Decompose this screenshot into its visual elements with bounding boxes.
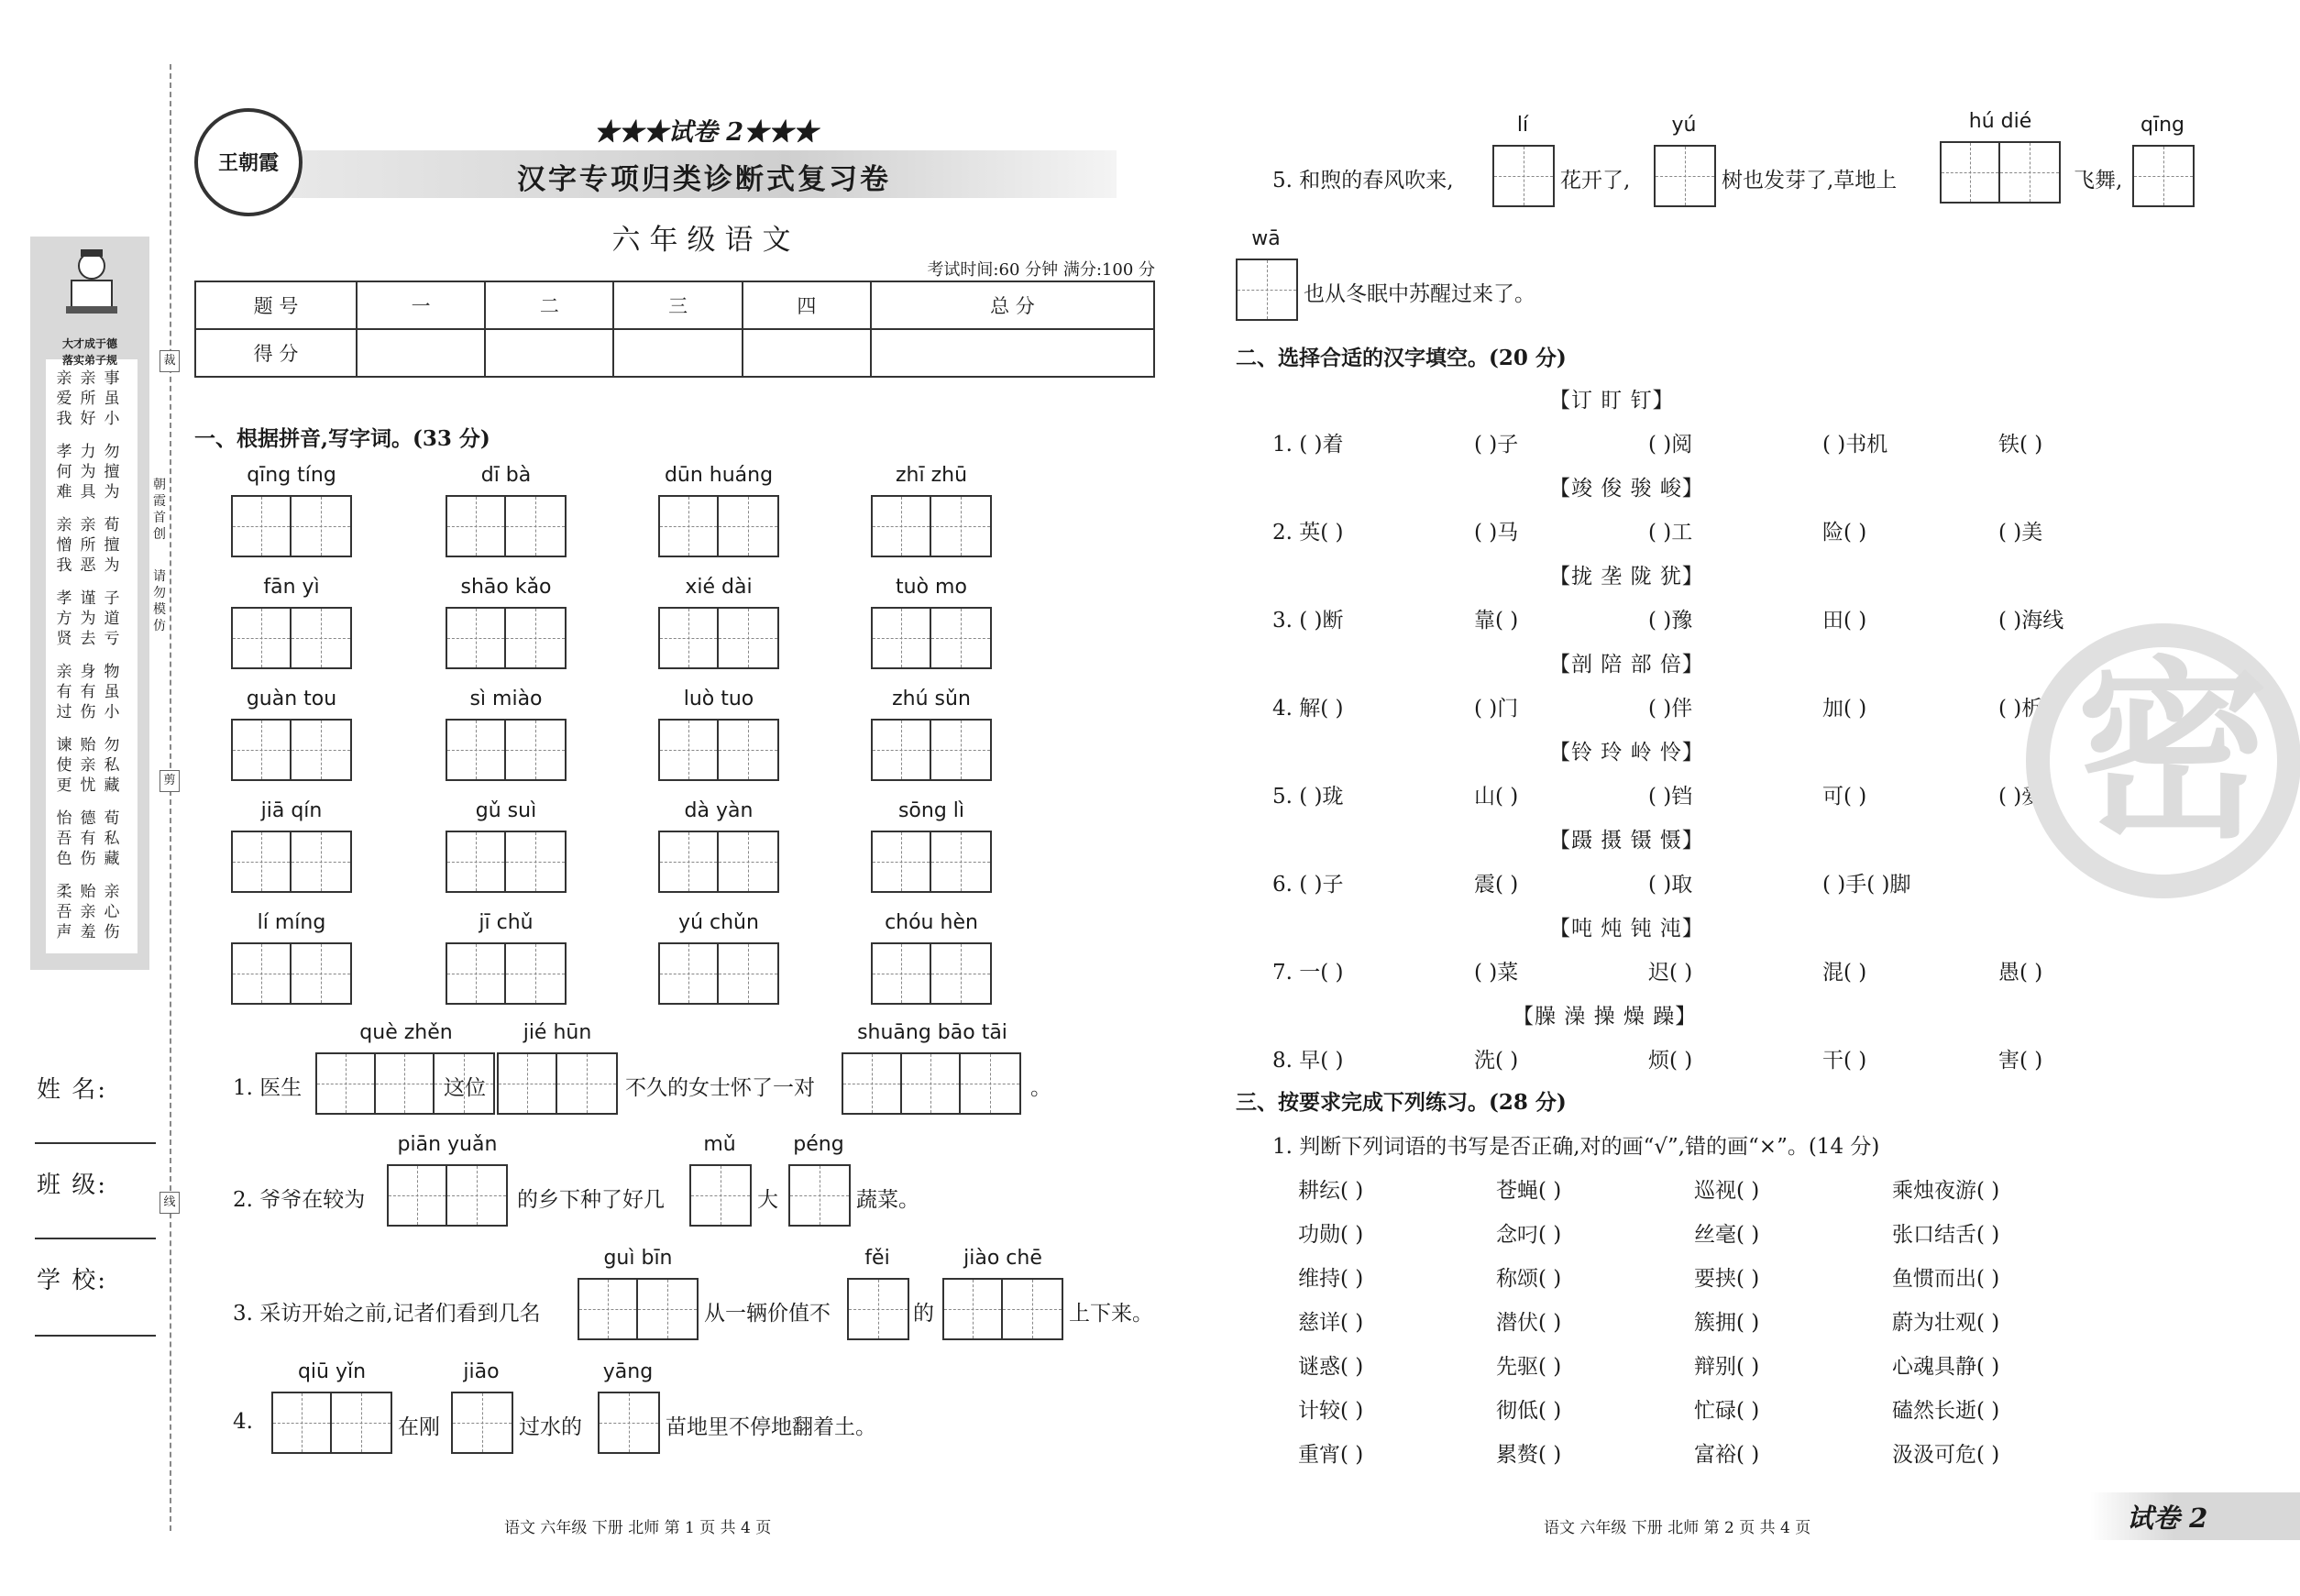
pinyin-label: tuò mo [896, 576, 967, 599]
grid-cell[interactable] [376, 1054, 435, 1113]
motto-column: 子道亏 [104, 589, 120, 648]
sentence-text: 在刚 [398, 1415, 440, 1439]
grid-cell[interactable] [447, 832, 506, 891]
judge-item[interactable]: 维持( ) [1298, 1267, 1364, 1291]
motto-column: 物虽小 [104, 663, 120, 721]
grid-cell[interactable] [292, 832, 350, 891]
judge-item[interactable]: 簇拥( ) [1694, 1311, 1760, 1335]
grid-cell[interactable] [1656, 147, 1714, 205]
fill-item[interactable]: 害( ) [1998, 1049, 2043, 1073]
pinyin-label: sì miào [469, 688, 543, 710]
motto-column: 亲爱我 [56, 369, 72, 428]
pinyin-label: shuāng bāo tāi [857, 1021, 1007, 1044]
pinyin-label: hú dié [1968, 110, 2032, 133]
fill-item[interactable]: 8. 早( ) [1272, 1049, 1344, 1073]
pinyin-label: fān yì [263, 576, 320, 599]
grid-cell[interactable] [233, 832, 292, 891]
score-header: 一 [357, 281, 485, 329]
judge-item[interactable]: 彻低( ) [1496, 1399, 1562, 1423]
writing-grid[interactable] [658, 495, 779, 557]
bracket-options: 【铃 玲 岭 怜】 [1549, 741, 1704, 765]
pinyin-label: jié hūn [523, 1021, 592, 1044]
grid-cell[interactable] [557, 1054, 616, 1113]
grid-cell[interactable] [931, 832, 990, 891]
motto-column: 亲有过 [56, 663, 72, 721]
writing-grid[interactable] [446, 719, 567, 781]
pinyin-label: jiāo [463, 1360, 500, 1383]
judge-item[interactable]: 称颂( ) [1496, 1267, 1562, 1291]
writing-grid[interactable] [942, 1278, 1063, 1340]
fill-item[interactable]: ( )美 [1998, 521, 2043, 545]
fill-item[interactable]: ( )书机 [1822, 433, 1888, 457]
writing-grid[interactable] [689, 1164, 752, 1227]
fill-item[interactable]: ( )伴 [1648, 697, 1693, 721]
fill-item[interactable]: 6. ( )子 [1272, 873, 1344, 897]
motto-column: 孝方贤 [56, 589, 72, 648]
cut-line [170, 64, 171, 1531]
vertical-note: 朝霞首创 [153, 478, 166, 542]
grid-cell[interactable] [660, 832, 719, 891]
writing-grid[interactable] [446, 607, 567, 669]
judge-item[interactable]: 谜惑( ) [1298, 1355, 1364, 1379]
sentence-text: 这位 [444, 1076, 486, 1100]
sentence-text: 蔬菜。 [856, 1188, 919, 1212]
sentence-text: 树也发芽了,草地上 [1722, 169, 1898, 193]
motto-column: 勿擅为 [104, 443, 120, 501]
grid-cell[interactable] [292, 497, 350, 556]
pinyin-label: luò tuo [683, 688, 754, 710]
grid-cell[interactable] [1238, 260, 1296, 319]
writing-grid[interactable] [658, 942, 779, 1005]
judge-item[interactable]: 计较( ) [1298, 1399, 1364, 1423]
grid-cell[interactable] [600, 1393, 658, 1452]
pinyin-label: zhī zhū [895, 464, 968, 487]
brand-logo: 王朝霞 [194, 108, 303, 216]
fill-item[interactable]: 险( ) [1822, 521, 1867, 545]
judge-item[interactable]: 丝毫( ) [1694, 1223, 1760, 1247]
fill-item[interactable]: ( )门 [1474, 697, 1519, 721]
grid-cell[interactable] [447, 497, 506, 556]
pinyin-label: què zhěn [359, 1021, 453, 1044]
score-header: 题 号 [195, 281, 357, 329]
judge-item[interactable]: 先驱( ) [1496, 1355, 1562, 1379]
sentence-text: 花开了, [1560, 169, 1631, 193]
grid-cell[interactable] [2000, 143, 2059, 202]
judge-item[interactable]: 忙碌( ) [1694, 1399, 1760, 1423]
writing-grid[interactable] [871, 607, 992, 669]
writing-grid[interactable] [1940, 141, 2061, 204]
writing-grid[interactable] [446, 942, 567, 1005]
grid-cell[interactable] [719, 944, 777, 1003]
grid-cell[interactable] [719, 721, 777, 779]
sentence-text: 。 [1030, 1076, 1051, 1100]
judge-item[interactable]: 汲汲可危( ) [1892, 1443, 2000, 1467]
name-label: 姓 名: [37, 1076, 108, 1104]
writing-grid[interactable] [1492, 145, 1555, 207]
writing-grid[interactable] [1654, 145, 1716, 207]
grid-cell[interactable] [931, 497, 990, 556]
motto-column: 事虽小 [104, 369, 120, 428]
writing-grid[interactable] [871, 942, 992, 1005]
fill-item[interactable]: ( )子 [1474, 433, 1519, 457]
writing-grid[interactable] [387, 1164, 508, 1227]
grid-cell[interactable] [873, 609, 931, 667]
grid-cell[interactable] [292, 944, 350, 1003]
score-row-label: 得 分 [195, 329, 357, 377]
judge-item[interactable]: 苍蝇( ) [1496, 1179, 1562, 1203]
fill-item[interactable]: 2. 英( ) [1272, 521, 1344, 545]
writing-grid[interactable] [231, 495, 352, 557]
writing-grid[interactable] [871, 831, 992, 893]
grid-cell[interactable] [961, 1054, 1019, 1113]
fill-item[interactable]: 烦( ) [1648, 1049, 1693, 1073]
pinyin-label: mǔ [703, 1133, 736, 1156]
writing-grid[interactable] [231, 607, 352, 669]
name-field[interactable] [35, 1142, 156, 1144]
grid-cell[interactable] [843, 1054, 902, 1113]
bracket-options: 【吨 炖 钝 沌】 [1549, 917, 1704, 941]
judge-item[interactable]: 念叼( ) [1496, 1223, 1562, 1247]
bracket-options: 【订 盯 钉】 [1549, 389, 1675, 413]
grid-cell[interactable] [790, 1166, 849, 1225]
grid-cell[interactable] [931, 944, 990, 1003]
grid-cell[interactable] [447, 1166, 506, 1225]
grid-cell[interactable] [660, 609, 719, 667]
grid-cell[interactable] [873, 944, 931, 1003]
pinyin-label: dī bà [480, 464, 532, 487]
score-header: 总 分 [871, 281, 1154, 329]
question-1: 1. 判断下列词语的书写是否正确,对的画“√”,错的画“×”。(14 分) [1272, 1135, 1880, 1159]
grid-cell[interactable] [902, 1054, 961, 1113]
score-cell[interactable] [743, 329, 871, 377]
judge-item[interactable]: 心魂具静( ) [1892, 1355, 2000, 1379]
pinyin-label: yú chǔn [678, 911, 759, 934]
secret-seal-char: 密 [2075, 638, 2269, 864]
writing-grid[interactable] [847, 1278, 909, 1340]
judge-item[interactable]: 鱼惯而出( ) [1892, 1267, 2000, 1291]
motto-column: 亲所好 [80, 369, 96, 428]
pinyin-label: jiā qín [260, 799, 323, 822]
subject-title: 六年级语文 [611, 224, 800, 257]
sentence-text: 的 [913, 1302, 934, 1326]
writing-grid[interactable] [271, 1392, 392, 1454]
grid-cell[interactable] [506, 832, 565, 891]
paper-number: ★★★试卷 2★★★ [593, 118, 819, 147]
fill-item[interactable]: ( )阅 [1648, 433, 1693, 457]
sentence-text: 4. [233, 1410, 253, 1434]
writing-grid[interactable] [842, 1052, 1021, 1115]
corner-label: 试卷 2 [2127, 1502, 2208, 1534]
footer-left: 语文 六年级 下册 北师 第 1 页 共 4 页 [504, 1519, 772, 1537]
pinyin-label: zhú sǔn [892, 688, 971, 710]
pinyin-label: jiào chē [963, 1247, 1042, 1270]
writing-grid[interactable] [231, 719, 352, 781]
grid-cell[interactable] [447, 721, 506, 779]
judge-item[interactable]: 巡视( ) [1694, 1179, 1760, 1203]
fill-item[interactable]: 震( ) [1474, 873, 1519, 897]
judge-item[interactable]: 功勋( ) [1298, 1223, 1364, 1247]
grid-cell[interactable] [931, 609, 990, 667]
fill-item[interactable]: ( )析 [1998, 697, 2043, 721]
grid-cell[interactable] [1942, 143, 2000, 202]
fill-item[interactable]: 干( ) [1822, 1049, 1867, 1073]
pinyin-label: yú [1671, 114, 1697, 137]
motto-column: 贻亲羞 [80, 883, 96, 941]
fill-item[interactable]: ( )铛 [1648, 785, 1693, 809]
grid-cell[interactable] [447, 609, 506, 667]
pinyin-label: shāo kǎo [460, 576, 552, 599]
motto-column: 亲心伤 [104, 883, 120, 941]
motto-column: 亲所恶 [80, 516, 96, 575]
grid-cell[interactable] [931, 721, 990, 779]
pinyin-label: jī chǔ [479, 911, 534, 934]
fill-item[interactable]: 4. 解( ) [1272, 697, 1344, 721]
writing-grid[interactable] [598, 1392, 660, 1454]
writing-grid[interactable] [1236, 259, 1298, 321]
grid-cell[interactable] [719, 609, 777, 667]
motto-column: 谨为去 [80, 589, 96, 648]
score-cell[interactable] [357, 329, 485, 377]
pinyin-label: chóu hèn [885, 911, 978, 934]
fill-item[interactable]: 田( ) [1822, 609, 1867, 633]
motto-column: 孝何难 [56, 443, 72, 501]
motto-column: 德有伤 [80, 809, 96, 868]
grid-cell[interactable] [719, 497, 777, 556]
score-header: 三 [613, 281, 742, 329]
grid-cell[interactable] [873, 721, 931, 779]
motto-column: 身有伤 [80, 663, 96, 721]
sentence-text: 1. 医生 [233, 1076, 303, 1100]
writing-grid[interactable] [578, 1278, 699, 1340]
pinyin-label: piān yuǎn [397, 1133, 498, 1156]
sentence-text: 从一辆价值不 [704, 1302, 831, 1326]
pinyin-label: guàn tou [246, 688, 337, 710]
grid-cell[interactable] [447, 944, 506, 1003]
grid-cell[interactable] [638, 1280, 697, 1338]
bracket-options: 【蹑 摄 镊 慑】 [1549, 829, 1704, 853]
sentence-text: 大 [757, 1188, 778, 1212]
judge-item[interactable]: 富裕( ) [1694, 1443, 1760, 1467]
pinyin-label: dà yàn [684, 799, 754, 822]
judge-item[interactable]: 要挟( ) [1694, 1267, 1760, 1291]
fill-item[interactable]: ( )海线 [1998, 609, 2064, 633]
bracket-options: 【剖 陪 部 倍】 [1549, 653, 1704, 677]
grid-cell[interactable] [332, 1393, 391, 1452]
motto: 大才成于德 落实弟子规 [61, 337, 117, 367]
writing-grid[interactable] [446, 495, 567, 557]
judge-item[interactable]: 辩别( ) [1694, 1355, 1760, 1379]
fill-item[interactable]: 1. ( )着 [1272, 433, 1344, 457]
grid-cell[interactable] [719, 832, 777, 891]
motto-column: 怡吾色 [56, 809, 72, 868]
fill-item[interactable]: 5. ( )珑 [1272, 785, 1344, 809]
judge-item[interactable]: 耕纭( ) [1298, 1179, 1364, 1203]
judge-item[interactable]: 蔚为壮观( ) [1892, 1311, 2000, 1335]
grid-cell[interactable] [389, 1166, 447, 1225]
score-cell[interactable] [613, 329, 742, 377]
fill-item[interactable]: 可( ) [1822, 785, 1867, 809]
fill-item[interactable]: 加( ) [1822, 697, 1867, 721]
pinyin-label: fěi [864, 1247, 890, 1270]
grid-cell[interactable] [873, 832, 931, 891]
sentence-text: 过水的 [519, 1415, 582, 1439]
grid-cell[interactable] [506, 721, 565, 779]
bracket-options: 【臊 澡 操 燥 躁】 [1513, 1005, 1698, 1029]
grid-cell[interactable] [273, 1393, 332, 1452]
fill-item[interactable]: 7. 一( ) [1272, 961, 1344, 985]
grid-cell[interactable] [499, 1054, 557, 1113]
bracket-options: 【拢 垄 陇 犹】 [1549, 565, 1704, 589]
sentence-text: 上下来。 [1069, 1302, 1153, 1326]
pinyin-label: wā [1251, 227, 1281, 250]
score-table [194, 281, 1155, 378]
grid-cell[interactable] [506, 609, 565, 667]
pinyin-label: gǔ suì [475, 799, 537, 822]
motto-column: 力为具 [80, 443, 96, 501]
fill-item[interactable]: ( )工 [1648, 521, 1693, 545]
motto-column: 亲憎我 [56, 516, 72, 575]
writing-grid[interactable] [231, 831, 352, 893]
pinyin-label: qiū yǐn [297, 1360, 367, 1383]
grid-cell[interactable] [292, 609, 350, 667]
pinyin-label: péng [793, 1133, 844, 1156]
fill-item[interactable]: ( )菜 [1474, 961, 1519, 985]
judge-item[interactable]: 乘烛夜游( ) [1892, 1179, 2000, 1203]
writing-grid[interactable] [451, 1392, 513, 1454]
fill-item[interactable]: 3. ( )断 [1272, 609, 1344, 633]
pinyin-label: guì bīn [603, 1247, 673, 1270]
grid-cell[interactable] [1003, 1280, 1062, 1338]
grid-cell[interactable] [453, 1393, 512, 1452]
seal-mark: 线 [160, 1192, 180, 1214]
section2-title: 二、选择合适的汉字填空。(20 分) [1236, 346, 1567, 370]
motto-column: 谏使更 [56, 736, 72, 795]
grid-cell[interactable] [691, 1166, 750, 1225]
writing-grid[interactable] [658, 607, 779, 669]
grid-cell[interactable] [233, 609, 292, 667]
writing-grid[interactable] [497, 1052, 618, 1115]
writing-grid[interactable] [871, 495, 992, 557]
judge-item[interactable]: 累赘( ) [1496, 1443, 1562, 1467]
school-field[interactable] [35, 1335, 156, 1337]
grid-cell[interactable] [317, 1054, 376, 1113]
grid-cell[interactable] [233, 944, 292, 1003]
judge-item[interactable]: 慈详( ) [1298, 1311, 1364, 1335]
grid-cell[interactable] [849, 1280, 908, 1338]
pinyin-label: sōng lì [897, 799, 965, 822]
score-cell[interactable] [871, 329, 1154, 377]
fill-item[interactable]: 迟( ) [1648, 961, 1693, 985]
motto-column: 贻亲忧 [80, 736, 96, 795]
pinyin-label: qīng [2140, 114, 2184, 137]
writing-grid[interactable] [871, 719, 992, 781]
pinyin-label: xié dài [685, 576, 753, 599]
score-header: 四 [743, 281, 871, 329]
motto-column: 荀私藏 [104, 809, 120, 868]
score-header: 二 [485, 281, 613, 329]
fill-item[interactable]: 山( ) [1474, 785, 1519, 809]
motto-column: 柔吾声 [56, 883, 72, 941]
sentence-text: 的乡下种了好几 [517, 1188, 665, 1212]
seal-mark: 剪 [160, 770, 180, 792]
grid-cell[interactable] [506, 944, 565, 1003]
judge-item[interactable]: 磕然长逝( ) [1892, 1399, 2000, 1423]
grid-cell[interactable] [1494, 147, 1553, 205]
fill-item[interactable]: ( )取 [1648, 873, 1693, 897]
sentence-text: 5. 和煦的春风吹来, [1272, 169, 1454, 193]
writing-grid[interactable] [658, 831, 779, 893]
section3-title: 三、按要求完成下列练习。(28 分) [1236, 1090, 1567, 1115]
pinyin-label: dūn huáng [664, 464, 774, 487]
grid-cell[interactable] [944, 1280, 1003, 1338]
motto-column: 勿私藏 [104, 736, 120, 795]
fill-item[interactable]: 靠( ) [1474, 609, 1519, 633]
bracket-options: 【竣 俊 骏 峻】 [1549, 477, 1704, 501]
grid-cell[interactable] [660, 497, 719, 556]
writing-grid[interactable] [788, 1164, 851, 1227]
sentence-text: 也从冬眠中苏醒过来了。 [1304, 282, 1535, 306]
sentence-text: 3. 采访开始之前,记者们看到几名 [233, 1302, 541, 1326]
fill-item[interactable]: 愚( ) [1998, 961, 2043, 985]
exam-info: 考试时间:60 分钟 满分:100 分 [927, 260, 1155, 280]
scholar-icon [64, 246, 119, 328]
vertical-note: 请勿模仿 [153, 569, 166, 633]
footer-right: 语文 六年级 下册 北师 第 2 页 共 4 页 [1544, 1519, 1811, 1537]
pinyin-label: lí [1516, 114, 1529, 137]
grid-cell[interactable] [233, 497, 292, 556]
fill-item[interactable]: ( )爱 [1998, 785, 2043, 809]
writing-grid[interactable] [658, 719, 779, 781]
sentence-text: 飞舞, [2074, 169, 2123, 193]
writing-grid[interactable] [2132, 145, 2195, 207]
sentence-text: 苗地里不停地翻着土。 [666, 1415, 876, 1439]
class-field[interactable] [35, 1238, 156, 1239]
banner-title: 汉字专项归类诊断式复习卷 [517, 163, 891, 196]
writing-grid[interactable] [231, 942, 352, 1005]
fill-item[interactable]: 洗( ) [1474, 1049, 1519, 1073]
section1-title: 一、根据拼音,写字词。(33 分) [194, 426, 490, 451]
judge-item[interactable]: 张口结舌( ) [1892, 1223, 2000, 1247]
pinyin-label: lí míng [257, 911, 326, 934]
grid-cell[interactable] [579, 1280, 638, 1338]
judge-item[interactable]: 潜伏( ) [1496, 1311, 1562, 1335]
judge-item[interactable]: 重宵( ) [1298, 1443, 1364, 1467]
fill-item[interactable]: ( )手( )脚 [1822, 873, 1911, 897]
grid-cell[interactable] [506, 497, 565, 556]
grid-cell[interactable] [873, 497, 931, 556]
class-label: 班 级: [37, 1172, 108, 1199]
school-label: 学 校: [37, 1267, 108, 1294]
grid-cell[interactable] [292, 721, 350, 779]
grid-cell[interactable] [660, 721, 719, 779]
fill-item[interactable]: ( )马 [1474, 521, 1519, 545]
grid-cell[interactable] [2134, 147, 2193, 205]
pinyin-label: qīng tíng [247, 464, 336, 487]
grid-cell[interactable] [660, 944, 719, 1003]
writing-grid[interactable] [446, 831, 567, 893]
fill-item[interactable]: ( )豫 [1648, 609, 1693, 633]
score-cell[interactable] [485, 329, 613, 377]
sentence-text: 不久的女士怀了一对 [625, 1076, 815, 1100]
seal-mark: 裁 [160, 350, 180, 372]
sentence-text: 2. 爷爷在较为 [233, 1188, 366, 1212]
fill-item[interactable]: 混( ) [1822, 961, 1867, 985]
grid-cell[interactable] [233, 721, 292, 779]
motto-column: 荀擅为 [104, 516, 120, 575]
fill-item[interactable]: 铁( ) [1998, 433, 2043, 457]
pinyin-label: yāng [602, 1360, 654, 1383]
